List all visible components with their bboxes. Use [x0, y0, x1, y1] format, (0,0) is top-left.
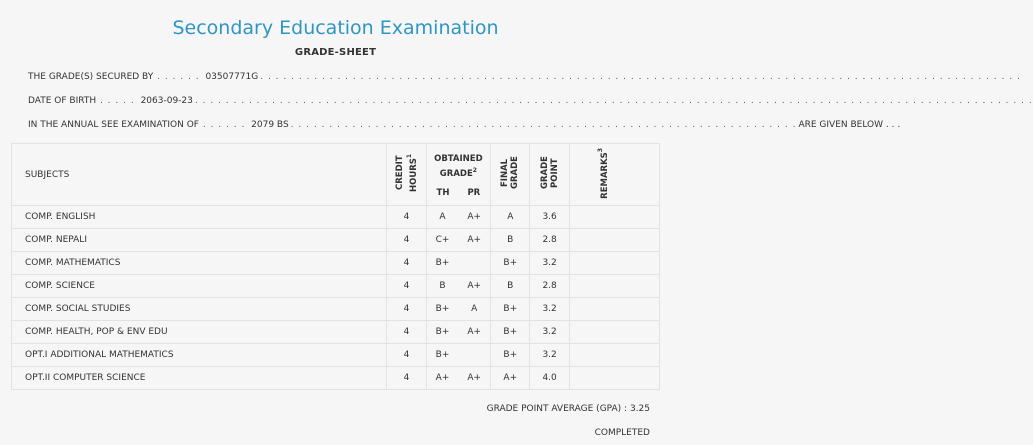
remarks-cell [569, 344, 659, 367]
final-grade-cell: B [491, 229, 530, 252]
secured-by-line [28, 72, 1021, 82]
grade-point-cell: 3.6 [530, 206, 569, 229]
obtained-grade-cell [426, 321, 490, 344]
subject-cell: COMP. HEALTH, POP & ENV EDU [12, 321, 387, 344]
exam-year: 2079 BS [251, 120, 289, 130]
dot-leader: . . . . . [96, 96, 139, 106]
credit-hours-cell: 4 [387, 367, 426, 390]
pr-grade: A+ [467, 212, 482, 222]
obtained-grade-cell [426, 275, 490, 298]
symbol-number: 03507771G [205, 72, 259, 82]
dob-label: DATE OF BIRTH [28, 96, 97, 106]
pr-grade: A+ [467, 327, 482, 337]
remarks-cell [569, 367, 659, 390]
final-grade-cell: A [491, 206, 530, 229]
dot-leader: . . . . . . [198, 120, 250, 130]
credit-hours-cell: 4 [387, 298, 426, 321]
subject-cell: COMP. NEPALI [12, 229, 387, 252]
credit-hours-cell: 4 [387, 275, 426, 298]
dot-leader: . . . . . . . . . . . . . . . . . . . . . . . . . . . . . . . . . . . . . . . . . . . . . . . . . . . . . . . . . . . . . . . . . . . . . . . . . . . . . . . . . . . . . . . . . . . . . . . . . . . [260, 72, 1021, 82]
remarks-cell [569, 252, 659, 275]
remarks-cell [569, 298, 659, 321]
credit-hours-cell: 4 [387, 321, 426, 344]
final-grade-header: FINAL GRADE [491, 144, 530, 206]
obtained-grade-cell [426, 252, 490, 275]
grade-point-cell: 2.8 [530, 275, 569, 298]
th-grade: B+ [435, 350, 450, 360]
gpa-summary [487, 404, 650, 414]
table-row [12, 275, 660, 298]
subject-cell: OPT.II COMPUTER SCIENCE [12, 367, 387, 390]
obtained-grade-cell [426, 344, 490, 367]
pr-grade: A+ [467, 235, 482, 245]
dot-leader: . . . . . . . . . . . . . . . . . . . . . . . . . . . . . . . . . . . . . . . . . . . . . . . . . . . . . . . . . . . . . . . . . . [290, 120, 797, 130]
credit-hours-cell: 4 [387, 206, 426, 229]
th-grade: B [439, 281, 446, 291]
page-title: Secondary Education Examination [172, 17, 499, 39]
final-grade-cell: B+ [491, 344, 530, 367]
dob-value: 2063-09-23 [140, 96, 193, 106]
table-row [12, 229, 660, 252]
dob-line [28, 96, 1033, 106]
dot-leader: . . . . . . [153, 72, 204, 82]
obtained-grade-cell [426, 367, 490, 390]
table-row [12, 298, 660, 321]
table-row [12, 206, 660, 229]
final-grade-cell: B+ [491, 298, 530, 321]
subject-cell: OPT.I ADDITIONAL MATHEMATICS [12, 344, 387, 367]
exam-label: IN THE ANNUAL SEE EXAMINATION OF [28, 120, 199, 130]
gpa-label: GRADE POINT AVERAGE (GPA) : [486, 404, 628, 414]
th-grade: B+ [435, 304, 450, 314]
grade-point-cell: 2.8 [530, 229, 569, 252]
secured-by-label: THE GRADE(S) SECURED BY [28, 72, 154, 82]
credit-hours-cell: 4 [387, 344, 426, 367]
th-grade: B+ [435, 327, 450, 337]
grade-sheet-heading: GRADE-SHEET [294, 47, 377, 58]
grade-point-header: GRADE POINT [530, 144, 569, 206]
remarks-header: REMARKS$^3$ [569, 144, 659, 206]
obtained-grade-header: OBTAINED GRADE$^2$ TH PR [426, 144, 490, 206]
obtained-grade-cell [426, 298, 490, 321]
pr-grade: A+ [467, 281, 482, 291]
given-below-text: ARE GIVEN BELOW . . . [798, 120, 901, 130]
th-grade: B+ [435, 258, 450, 268]
gpa-value: 3.25 [629, 404, 650, 414]
th-grade: A+ [435, 373, 450, 383]
dot-leader: . . . . . . . . . . . . . . . . . . . . . . . . . . . . . . . . . . . . . . . . . . . . . . . . . . . . . . . . . . . . . . . . . . . . . . . . . . . . . . . . . . . . . . . . . . . . . . . . . . . . . . . . . . . . . [194, 96, 1033, 106]
pr-grade [458, 258, 490, 268]
remarks-cell [569, 275, 659, 298]
th-grade: A [439, 212, 446, 222]
table-row [12, 252, 660, 275]
table-row [12, 367, 660, 390]
subject-cell: COMP. ENGLISH [12, 206, 387, 229]
remarks-cell [569, 321, 659, 344]
grade-point-cell: 3.2 [530, 321, 569, 344]
obtained-grade-cell [426, 229, 490, 252]
status-text: COMPLETED [594, 428, 650, 438]
credit-hours-cell: 4 [387, 229, 426, 252]
subject-cell: COMP. MATHEMATICS [12, 252, 387, 275]
subject-cell: COMP. SOCIAL STUDIES [12, 298, 387, 321]
grade-point-cell: 3.2 [530, 344, 569, 367]
th-grade: C+ [435, 235, 450, 245]
pr-grade: A+ [467, 373, 482, 383]
grade-table [11, 143, 660, 390]
table-row [12, 321, 660, 344]
final-grade-cell: B+ [491, 252, 530, 275]
remarks-cell [569, 229, 659, 252]
subjects-header: SUBJECTS [12, 144, 387, 206]
final-grade-cell: A+ [491, 367, 530, 390]
pr-subheader: PR [467, 187, 481, 198]
final-grade-cell: B [491, 275, 530, 298]
credit-hours-header: CREDIT HOURS$^1$ [387, 144, 426, 206]
grade-point-cell: 4.0 [530, 367, 569, 390]
obtained-grade-cell [426, 206, 490, 229]
pr-grade: A [471, 304, 478, 314]
exam-line [28, 120, 901, 130]
table-row [12, 344, 660, 367]
remarks-cell [569, 206, 659, 229]
final-grade-cell: B+ [491, 321, 530, 344]
grade-point-cell: 3.2 [530, 252, 569, 275]
pr-grade [458, 350, 490, 360]
subject-cell: COMP. SCIENCE [12, 275, 387, 298]
grade-point-cell: 3.2 [530, 298, 569, 321]
credit-hours-cell: 4 [387, 252, 426, 275]
th-subheader: TH [436, 187, 450, 198]
